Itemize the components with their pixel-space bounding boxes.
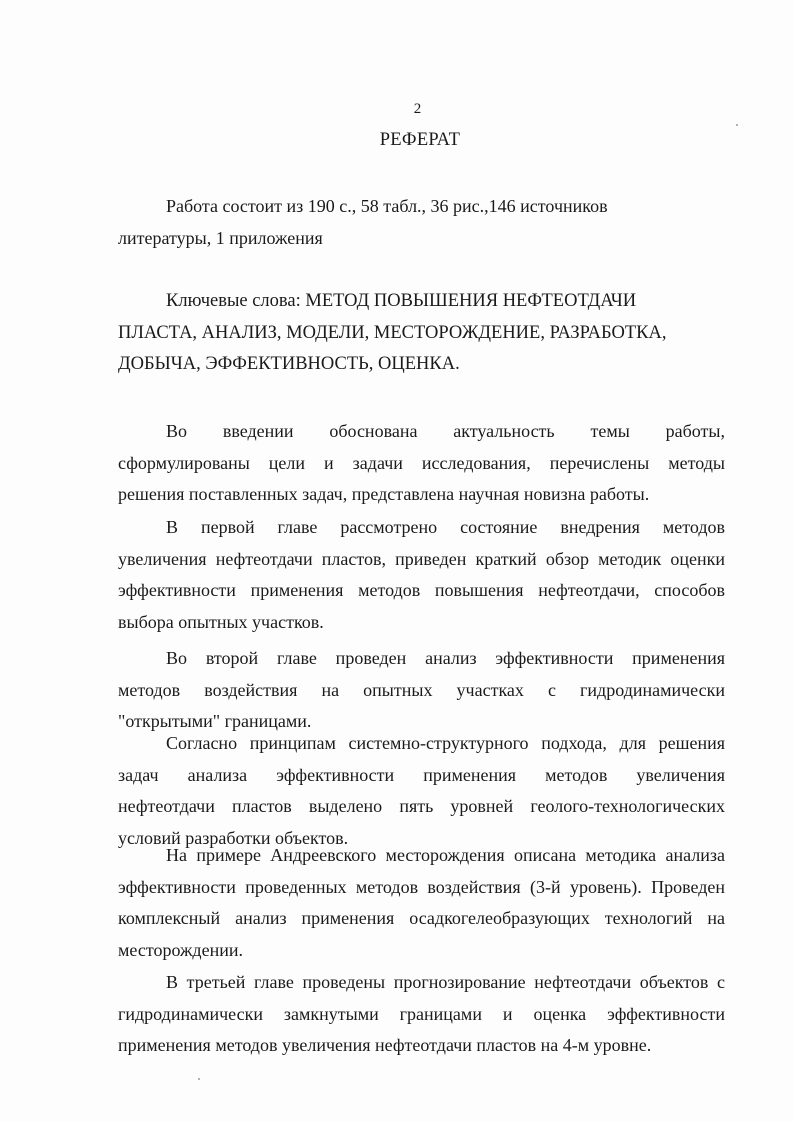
paragraph-line: методов воздействия на опытных участках с гидродинамически bbox=[118, 679, 725, 700]
summary-block bbox=[118, 191, 725, 254]
paragraph-line: "открытыми" границами. bbox=[118, 711, 312, 731]
keywords-line: Ключевые слова: МЕТОД ПОВЫШЕНИЯ НЕФТЕОТДАЧИ bbox=[166, 291, 637, 311]
paragraph-introduction bbox=[118, 416, 725, 511]
paragraph-line: эффективности проведенных методов воздействия (3-й уровень). Проведен bbox=[118, 876, 725, 897]
paragraph-line: комплексный анализ применения осадкогелеобразующих технологий на bbox=[118, 908, 725, 928]
paragraph-line: Согласно принципам системно-структурного подхода, для решения bbox=[166, 733, 725, 753]
paragraph-line: задач анализа эффективности применения методов увеличения bbox=[118, 764, 725, 785]
scan-speck bbox=[198, 1078, 200, 1080]
paragraph-line: месторождении. bbox=[118, 939, 243, 960]
paragraph-line: Во второй главе проведен анализ эффективности применения bbox=[166, 648, 725, 668]
paragraph-chapter-two bbox=[118, 643, 725, 738]
paragraph-chapter-one bbox=[118, 512, 725, 638]
scan-speck bbox=[736, 124, 738, 126]
paragraph-line: гидродинамически замкнутыми границами и оценка эффективности bbox=[118, 1003, 725, 1024]
paragraph-line: увеличения нефтеотдачи пластов, приведен краткий обзор методик оценки bbox=[118, 548, 725, 569]
paragraph-line: эффективности применения методов повышения нефтеотдачи, способов bbox=[118, 580, 725, 600]
paragraph-line: нефтеотдачи пластов выделено пять уровней геолого-технологических bbox=[118, 796, 725, 816]
summary-line: Работа состоит из 190 с., 58 табл., 36 рис.,146 источников bbox=[166, 196, 608, 216]
paragraph-andreevskoe-field bbox=[118, 840, 725, 966]
paragraph-line: В третьей главе проведены прогнозирование нефтеотдачи объектов с bbox=[166, 972, 725, 992]
keywords-block bbox=[118, 286, 725, 381]
paragraph-chapter-three bbox=[118, 967, 725, 1062]
keywords-line: ДОБЫЧА, ЭФФЕКТИВНОСТЬ, ОЦЕНКА. bbox=[118, 354, 460, 374]
paragraph-system-approach bbox=[118, 728, 725, 854]
page-number: 2 bbox=[413, 101, 422, 117]
summary-line: литературы, 1 приложения bbox=[118, 227, 323, 248]
paragraph-line: выбора опытных участков. bbox=[118, 611, 324, 632]
paragraph-line: условий разработки объектов. bbox=[118, 827, 349, 848]
paragraph-line: Во введении обоснована актуальность темы работы, bbox=[166, 421, 725, 441]
paragraph-line: На примере Андреевского месторождения описана методика анализа bbox=[166, 845, 725, 865]
keywords-line: ПЛАСТА, АНАЛИЗ, МОДЕЛИ, МЕСТОРОЖДЕНИЕ, РАЗРАБОТКА, bbox=[118, 322, 667, 343]
paragraph-line: В первой главе рассмотрено состояние внедрения методов bbox=[166, 517, 725, 537]
paragraph-line: решения поставленных задач, представлена научная новизна работы. bbox=[118, 484, 650, 504]
paragraph-line: применения методов увеличения нефтеотдачи пластов на 4-м уровне. bbox=[118, 1035, 652, 1055]
paragraph-line: сформулированы цели и задачи исследования, перечислены методы bbox=[118, 452, 725, 473]
page-title: РЕФЕРАТ bbox=[379, 130, 461, 150]
